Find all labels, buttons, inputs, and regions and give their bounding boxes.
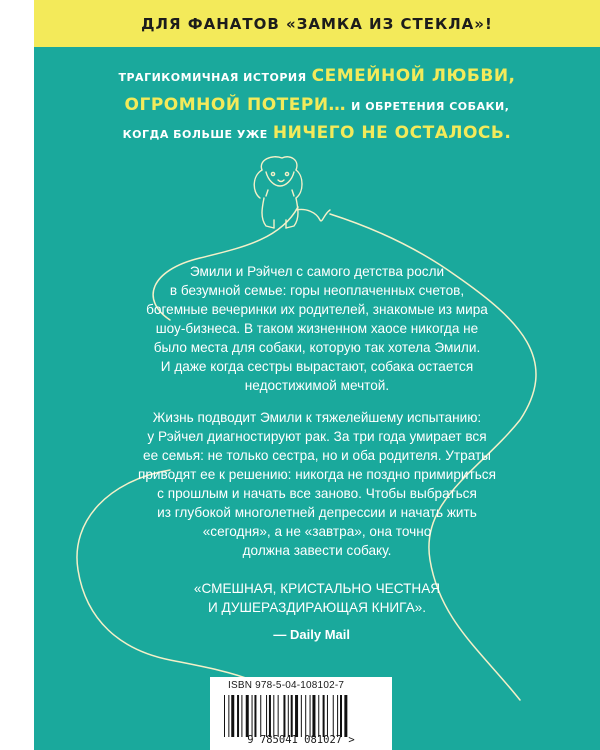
quote-source: — Daily Mail	[273, 627, 350, 642]
lead-line-2: ОГРОМНОЙ ПОТЕРИ… И ОБРЕТЕНИЯ СОБАКИ,	[124, 95, 510, 115]
barcode-digits: 9 785041 081027 >	[247, 734, 355, 746]
lead-line-3: КОГДА БОЛЬШЕ УЖЕ НИЧЕГО НЕ ОСТАЛОСЬ.	[122, 123, 512, 143]
isbn-text: ISBN 978-5-04-108102-7	[228, 680, 345, 691]
description-paragraph-2: Жизнь подводит Эмили к тяжелейшему испытанию: у Рэйчел диагностируют рак. За три года умирает вся ее семья: не только сестра, но и оба родителя. Утраты приводят ее к решению: никогда не поздно примириться с прошлым и начать все заново. Чтобы выбраться из глубокой многолетней депрессии и начать жить «сегодня», а не «завтра», она точно должна завести собаку.	[138, 410, 496, 558]
lead-line-1: ТРАГИКОМИЧНАЯ ИСТОРИЯ СЕМЕЙНОЙ ЛЮБВИ,	[118, 66, 516, 86]
barcode-bars	[224, 695, 384, 737]
banner-text: ДЛЯ ФАНАТОВ «ЗАМКА ИЗ СТЕКЛА»!	[141, 14, 493, 33]
review-quote: «СМЕШНАЯ, КРИСТАЛЬНО ЧЕСТНАЯ И ДУШЕРАЗДИРАЮЩАЯ КНИГА».	[193, 581, 441, 615]
description-paragraph-1: Эмили и Рэйчел с самого детства росли в безумной семье: горы неоплаченных счетов, богемные вечеринки их родителей, знакомые из мира шоу-бизнеса. В таком жизненном хаосе никогда не было места для собаки, которую так хотела Эмили. И даже когда сестры вырастают, собака остается недостижимой мечтой.	[146, 264, 488, 393]
dog-illustration-icon	[240, 150, 350, 240]
top-banner	[34, 0, 600, 47]
barcode-block	[210, 677, 392, 750]
